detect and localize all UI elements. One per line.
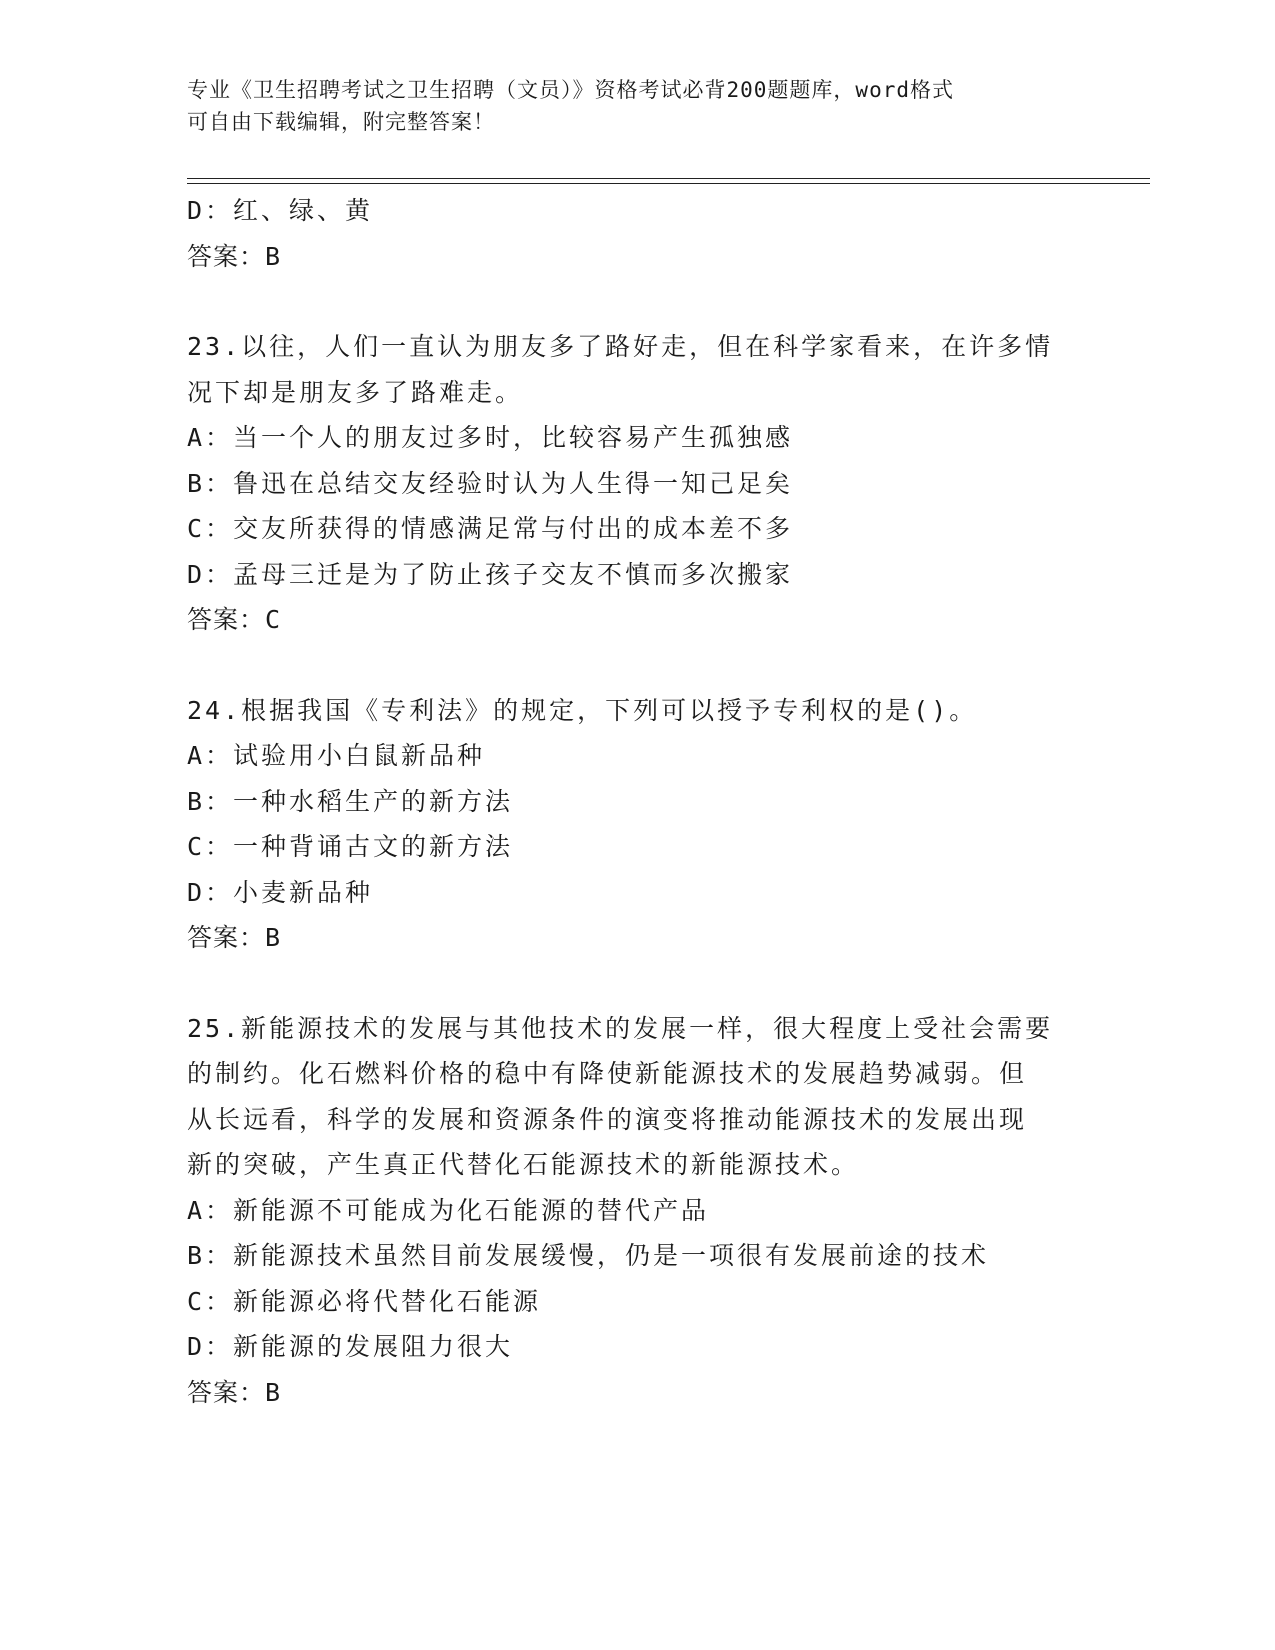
option-d: D：小麦新品种: [187, 877, 374, 907]
option-d: D：红、绿、黄: [187, 196, 374, 225]
question-stem-line: 新的突破，产生真正代替化石能源技术的新能源技术。: [187, 1150, 860, 1179]
question-stem-line: 25.新能源技术的发展与其他技术的发展一样，很大程度上受社会需要: [187, 1013, 1054, 1043]
page-header: [187, 74, 1067, 138]
question-25: [187, 1006, 1107, 1416]
header-line-2: 可自由下载编辑，附完整答案！: [187, 110, 495, 134]
answer-line: 答案：B: [187, 241, 282, 271]
option-b: B：鲁迅在总结交友经验时认为人生得一知己足矣: [187, 468, 794, 498]
option-d: D：新能源的发展阻力很大: [187, 1332, 514, 1361]
question-24: [187, 688, 1107, 961]
answer-line: 答案：B: [187, 923, 282, 952]
option-c: C：交友所获得的情感满足常与付出的成本差不多: [187, 514, 794, 543]
question-stem-line: 24.根据我国《专利法》的规定，下列可以授予专利权的是()。: [187, 695, 978, 725]
option-a: A：试验用小白鼠新品种: [187, 741, 486, 770]
question-stem-line: 况下却是朋友多了路难走。: [187, 377, 524, 407]
option-c: C：新能源必将代替化石能源: [187, 1286, 542, 1316]
option-a: A：新能源不可能成为化石能源的替代产品: [187, 1195, 710, 1225]
answer-line: 答案：C: [187, 605, 282, 634]
option-c: C：一种背诵古文的新方法: [187, 832, 514, 861]
option-b: B：新能源技术虽然目前发展缓慢，仍是一项很有发展前途的技术: [187, 1241, 990, 1270]
answer-line: 答案：B: [187, 1377, 282, 1407]
question-stem-line: 的制约。化石燃料价格的稳中有降使新能源技术的发展趋势减弱。但: [187, 1059, 1028, 1088]
header-divider-bottom: [187, 183, 1150, 184]
option-d: D：孟母三迁是为了防止孩子交友不慎而多次搬家: [187, 559, 794, 589]
option-b: B：一种水稻生产的新方法: [187, 786, 514, 816]
previous-question-tail: [187, 188, 1107, 279]
document-body: [187, 188, 1107, 1415]
question-stem-line: 23.以往，人们一直认为朋友多了路好走，但在科学家看来，在许多情: [187, 332, 1054, 361]
option-a: A：当一个人的朋友过多时，比较容易产生孤独感: [187, 423, 794, 452]
header-divider-top: [187, 178, 1150, 179]
header-line-1: 专业《卫生招聘考试之卫生招聘（文员）》资格考试必背200题题库，word格式: [187, 78, 954, 102]
question-stem-line: 从长远看，科学的发展和资源条件的演变将推动能源技术的发展出现: [187, 1104, 1028, 1134]
question-23: [187, 324, 1107, 643]
